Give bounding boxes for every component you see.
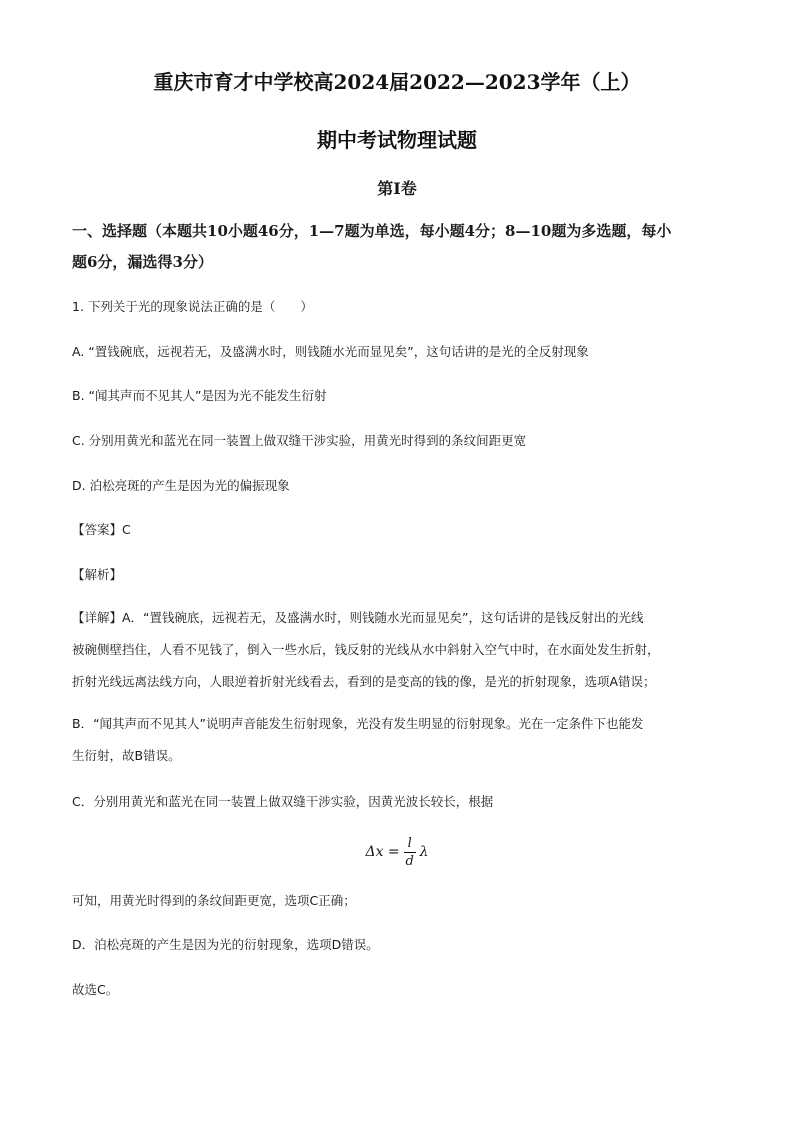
formula-fraction <box>404 836 416 869</box>
analysis-label: 【解析】 <box>72 567 123 582</box>
option-a: A. “置钱碗底，远视若无，及盛满水时，则钱随水光而显见矣”，这句话讲的是光的全反射现象 <box>72 344 589 359</box>
detail-a-line3: 折射光线远离法线方向，人眼逆着折射光线看去，看到的是变高的钱的像，是光的折射现象，选项A错误； <box>72 674 656 689</box>
question-stem: 1. 下列关于光的现象说法正确的是（ ） <box>72 299 313 314</box>
formula-denominator: d <box>405 853 414 869</box>
detail-b-line2: 生衍射，故B错误。 <box>72 748 181 763</box>
section-heading-line2: 题6分，漏选得3分） <box>72 253 213 271</box>
section-heading-line1: 一、选择题（本题共10小题46分，1—7题为单选，每小题4分；8—10题为多选题，每小 <box>72 222 672 240</box>
fringe-spacing-formula <box>0 832 794 872</box>
detail-a-line1: 【详解】A．“置钱碗底，远视若无，及盛满水时，则钱随水光而显见矣”，这句话讲的是钱反射出的光线 <box>72 610 644 625</box>
detail-b-paragraph <box>72 708 732 772</box>
conclusion: 故选C。 <box>72 982 119 997</box>
fraction-bar <box>404 852 416 853</box>
formula-rhs: λ <box>419 844 429 860</box>
answer-value: C <box>122 522 131 537</box>
volume-heading: 第I卷 <box>377 179 417 198</box>
detail-c-line2: 可知，用黄光时得到的条纹间距更宽，选项C正确； <box>72 893 356 908</box>
option-b: B. “闻其声而不见其人”是因为光不能发生衍射 <box>72 388 327 403</box>
option-d: D. 泊松亮斑的产生是因为光的偏振现象 <box>72 478 290 493</box>
detail-c-line1: C．分别用黄光和蓝光在同一装置上做双缝干涉实验，因黄光波长较长，根据 <box>72 794 494 809</box>
detail-d: D．泊松亮斑的产生是因为光的衍射现象，选项D错误。 <box>72 937 379 952</box>
option-c: C. 分别用黄光和蓝光在同一装置上做双缝干涉实验，用黄光时得到的条纹间距更宽 <box>72 433 527 448</box>
formula-lhs: Δx = <box>365 844 400 860</box>
answer-line <box>72 522 732 538</box>
answer-label: 【答案】 <box>72 522 123 537</box>
detail-a-line2: 被碗侧壁挡住，人看不见钱了，倒入一些水后，钱反射的光线从水中斜射入空气中时，在水面处发生折射， <box>72 642 660 657</box>
formula-numerator: l <box>407 835 412 851</box>
detail-b-line1: B．“闻其声而不见其人”说明声音能发生衍射现象，光没有发生明显的衍射现象。光在一定条件下也能发 <box>72 716 644 731</box>
section-heading <box>72 216 732 278</box>
exam-title-line1: 重庆市育才中学校高2024届2022—2023学年（上） <box>153 70 641 94</box>
detail-a-paragraph <box>72 602 732 698</box>
exam-title-line2: 期中考试物理试题 <box>317 128 477 152</box>
